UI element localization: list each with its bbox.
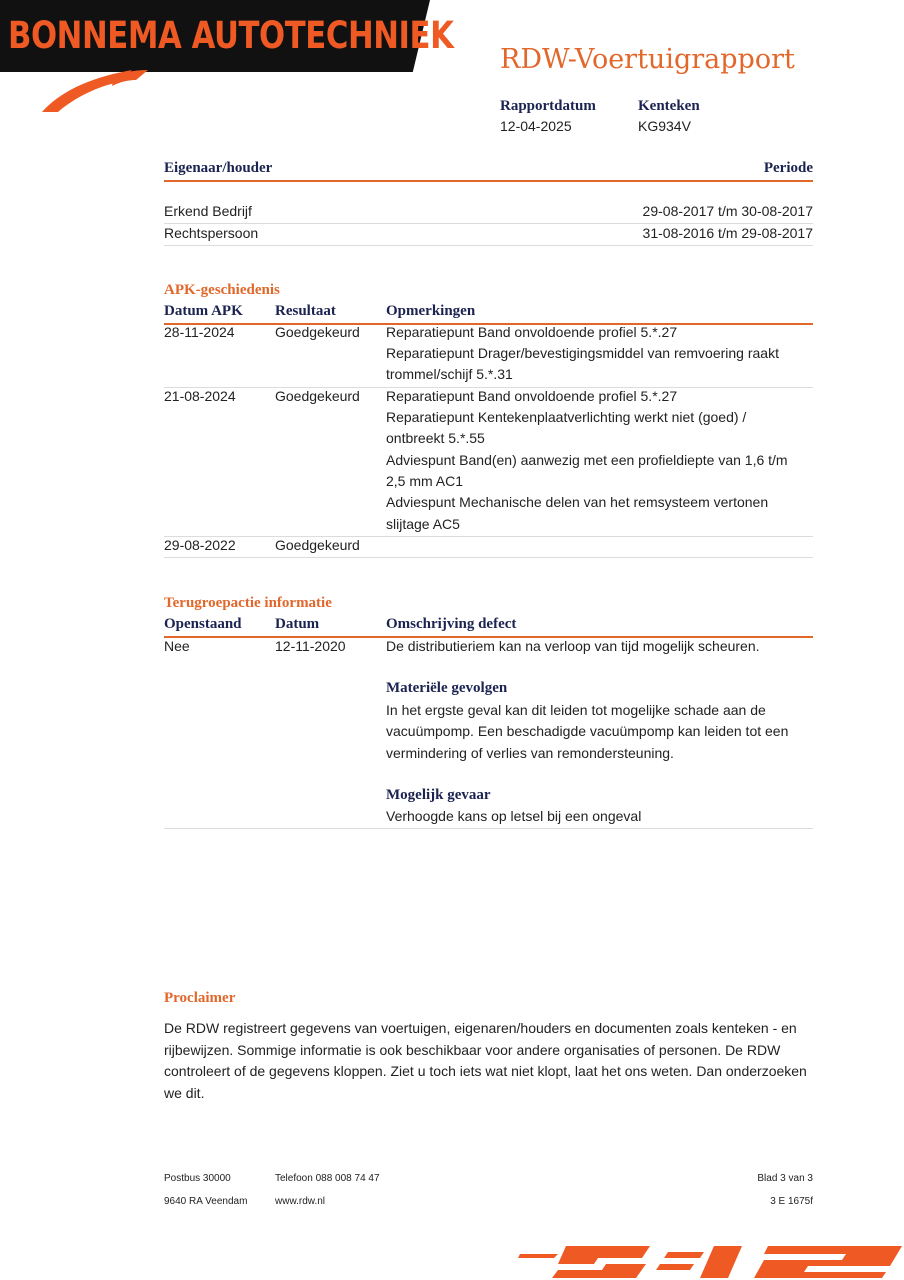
consequences-line: In het ergste geval kan dit leiden tot mogelijke schade aan de	[386, 702, 766, 718]
apk-remark-line: Adviespunt Band(en) aanwezig met een profieldiepte van 1,6 t/m	[386, 452, 788, 468]
report-title: RDW-Voertuigrapport	[500, 44, 795, 75]
apk-result-cell: Goedgekeurd	[275, 324, 360, 340]
report-date-value: 12-04-2025	[500, 118, 572, 134]
owner-cell: Rechtspersoon	[164, 225, 259, 241]
row-divider	[164, 536, 813, 537]
apk-remark-line: 2,5 mm AC1	[386, 473, 464, 489]
owner-column-header: Eigenaar/houder	[164, 160, 273, 176]
apk-date-cell: 21-08-2024	[164, 388, 236, 404]
proclaimer-title: Proclaimer	[164, 990, 236, 1006]
apk-date-cell: 28-11-2024	[164, 324, 235, 340]
consequences-line: vacuümpomp. Een beschadigde vacuümpomp kan leiden tot een	[386, 723, 789, 739]
apk-date-cell: 29-08-2022	[164, 537, 236, 553]
danger-heading: Mogelijk gevaar	[386, 787, 491, 803]
recall-open-cell: Nee	[164, 638, 190, 654]
apk-remark-line: slijtage AC5	[386, 516, 460, 532]
owner-cell: Erkend Bedrijf	[164, 203, 252, 219]
apk-remark-line: trommel/schijf 5.*.31	[386, 366, 513, 382]
apk-remark-line: Reparatiepunt Kentekenplaatverlichting werkt niet (goed) /	[386, 409, 747, 425]
recall-open-column-header: Openstaand	[164, 616, 242, 632]
recall-desc-cell: De distributieriem kan na verloop van tijd mogelijk scheuren.	[386, 638, 760, 654]
footer-code: 3 E 1675f	[770, 1196, 813, 1207]
consequences-heading: Materiële gevolgen	[386, 680, 508, 696]
consequences-line: vermindering of verlies van remondersteuning.	[386, 745, 674, 761]
apk-remark-line: Reparatiepunt Drager/bevestigingsmiddel van remvoering raakt	[386, 345, 779, 361]
recall-section-title: Terugroepactie informatie	[164, 595, 332, 611]
apk-remarks-column-header: Opmerkingen	[386, 303, 476, 319]
footer-page-number: Blad 3 van 3	[757, 1173, 813, 1184]
apk-section-title: APK-geschiedenis	[164, 282, 280, 298]
recall-date-cell: 12-11-2020	[275, 638, 346, 654]
plate-label: Kenteken	[638, 98, 700, 114]
footer-city: 9640 RA Veendam	[164, 1196, 248, 1207]
report-date-label: Rapportdatum	[500, 98, 596, 114]
apk-remark-line: ontbreekt 5.*.55	[386, 430, 485, 446]
apk-date-column-header: Datum APK	[164, 303, 243, 319]
apk-remark-line: Reparatiepunt Band onvoldoende profiel 5.*.27	[386, 388, 678, 404]
period-cell: 31-08-2016 t/m 29-08-2017	[642, 225, 813, 241]
proclaimer-line: we dit.	[164, 1085, 205, 1101]
footer-postbus: Postbus 30000	[164, 1173, 231, 1184]
apk-remark-line: Adviespunt Mechanische delen van het remsysteem vertonen	[386, 494, 769, 510]
brand-swoosh-icon	[40, 66, 150, 114]
apk-result-cell: Goedgekeurd	[275, 388, 360, 404]
plate-value: KG934V	[638, 118, 691, 134]
row-divider	[164, 245, 813, 246]
proclaimer-line: rijbewijzen. Sommige informatie is ook beschikbaar voor andere organisaties of personen. De RDW	[164, 1042, 781, 1058]
row-divider	[164, 557, 813, 558]
proclaimer-line: De RDW registreert gegevens van voertuigen, eigenaren/houders en documenten zoals kenteken - en	[164, 1020, 797, 1036]
apk-remark-line: Reparatiepunt Band onvoldoende profiel 5.*.27	[386, 324, 678, 340]
apk-result-column-header: Resultaat	[275, 303, 336, 319]
row-divider	[164, 828, 813, 829]
proclaimer-line: controleert of de gegevens kloppen. Ziet u toch iets wat niet klopt, laat het ons weten. Dan onderzoeken	[164, 1063, 807, 1079]
brand-name: BONNEMA AUTOTECHNIEK	[8, 14, 454, 57]
brand-speed-stripes-icon	[518, 1244, 904, 1280]
footer-web-link[interactable]: www.rdw.nl	[275, 1196, 326, 1207]
recall-date-column-header: Datum	[275, 616, 320, 632]
danger-text: Verhoogde kans op letsel bij een ongeval	[386, 808, 642, 824]
footer-phone: Telefoon 088 008 74 47	[275, 1173, 380, 1184]
apk-result-cell: Goedgekeurd	[275, 537, 360, 553]
period-cell: 29-08-2017 t/m 30-08-2017	[642, 203, 813, 219]
period-column-header: Periode	[763, 160, 813, 176]
recall-desc-column-header: Omschrijving defect	[386, 616, 517, 632]
owners-header-rule	[164, 180, 813, 182]
